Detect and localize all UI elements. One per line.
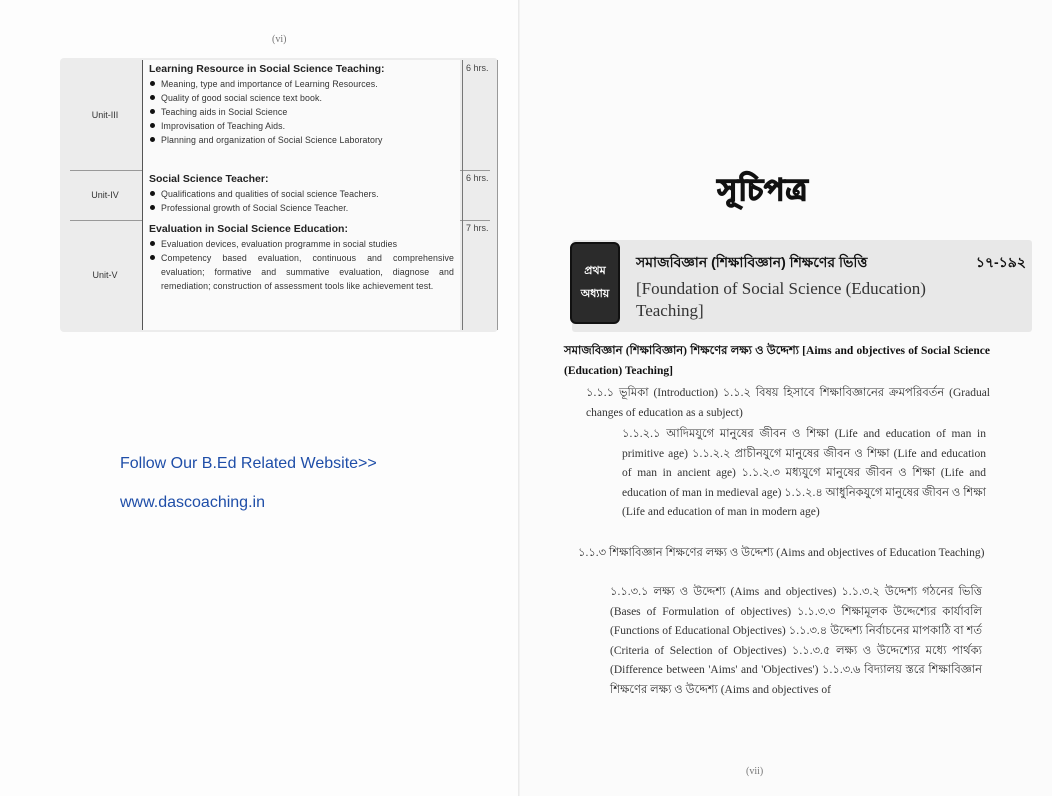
unit-label: Unit-III <box>91 110 119 120</box>
bullet-icon <box>150 109 155 114</box>
chapter-badge-line2: অধ্যায় <box>580 288 610 300</box>
chapter-pages: ১৭-১৯২ <box>975 254 1026 270</box>
follow-text: Follow Our B.Ed Related Website>> <box>120 455 377 472</box>
bullet-icon <box>150 205 155 210</box>
toc-entry-1-1-3: ১.১.৩ শিক্ষাবিজ্ঞান শিক্ষণের লক্ষ্য ও উদ্দেশ্য (Aims and objectives of Education Teaching) <box>578 547 985 559</box>
page-number-left: (vi) <box>272 34 287 45</box>
unit-label: Unit-V <box>92 270 118 280</box>
contents-title: সূচিপত্র <box>717 173 809 208</box>
bullet-icon <box>150 123 155 128</box>
list-item: Competency based evaluation, continuous and comprehensive evaluation; formative and summative evaluation, diagnose and remediation; construction of assessment tools like achievement test. <box>161 251 454 293</box>
toc-entry-1-1-3-1: ১.১.৩.১ লক্ষ্য ও উদ্দেশ্য (Aims and objectives) ১.১.৩.২ উদ্দেশ্য গঠনের ভিত্তি (Bases of Formulation of objectives) ১.১.৩.৩ শিক্ষামূলক উদ্দেশ্যের কার্যাবলি (Functions of Educational Objectives) ১.১.৩.৪ উদ্দেশ্য নির্বাচনের মাপকাঠি বা শর্ত (Criteria of Selection of Objectives) ১.১.৩.৫ লক্ষ্য ও উদ্দেশ্যের মধ্যে পার্থক্য (Difference between 'Aims' and 'Objectives') ১.১.৩.৬ বিদ্যালয় স্তরে শিক্ষাবিজ্ঞান শিক্ষণের লক্ষ্য ও উদ্দেশ্য (Aims and objectives of <box>610 586 982 696</box>
toc-entry-1-1: সমাজবিজ্ঞান (শিক্ষাবিজ্ঞান) শিক্ষণের লক্ষ্য ও উদ্দেশ্য [Aims and objectives of Social Science (Education) Teaching] <box>564 345 990 377</box>
list-item: Meaning, type and importance of Learning Resources. <box>161 77 454 91</box>
list-item: Planning and organization of Social Science Laboratory <box>161 133 454 147</box>
bullet-icon <box>150 255 155 260</box>
unit-title: Learning Resource in Social Science Teaching: <box>149 63 385 75</box>
chapter-title-bn: সমাজবিজ্ঞান (শিক্ষাবিজ্ঞান) শিক্ষণের ভিত্তি ১৭-১৯২ <box>636 251 1026 275</box>
website-link[interactable]: www.dascoaching.in <box>120 494 265 511</box>
bullet-icon <box>150 241 155 246</box>
table-row-unit-v <box>70 220 490 330</box>
bullet-icon <box>150 191 155 196</box>
unit-content <box>142 170 460 220</box>
bullet-list <box>149 187 454 215</box>
page-number-right: (vii) <box>746 766 764 777</box>
toc-entry-1-1-2: ১.১.২.১ আদিমযুগে মানুষের জীবন ও শিক্ষা (Life and education of man in primitive age) ১.১.২.২ প্রাচীনযুগে মানুষের জীবন ও শিক্ষা (Life and education of man in ancient age) ১.১.২.৩ মধ্যযুগে মানুষের জীবন ও শিক্ষা (Life and education of man in medieval age) ১.১.২.৪ আধুনিকযুগে মানুষের জীবন ও শিক্ষা (Life and education of man in modern age) <box>622 428 986 518</box>
chapter-badge <box>570 242 620 324</box>
bullet-list <box>149 237 454 293</box>
bullet-icon <box>150 81 155 86</box>
list-item: Teaching aids in Social Science <box>161 105 454 119</box>
left-page <box>0 0 520 796</box>
chapter-badge-line1: প্রথম <box>584 265 606 277</box>
bullet-icon <box>150 95 155 100</box>
hours-cell: 6 hrs. <box>462 60 498 170</box>
bullet-list <box>149 77 454 147</box>
list-item: Evaluation devices, evaluation programme in social studies <box>161 237 454 251</box>
list-item: Quality of good social science text book. <box>161 91 454 105</box>
syllabus-table <box>60 58 498 332</box>
table-row-unit-iii <box>70 60 490 171</box>
unit-title: Evaluation in Social Science Education: <box>149 223 348 235</box>
unit-label: Unit-IV <box>91 190 119 200</box>
toc-entry-1-1-1: ১.১.১ ভূমিকা (Introduction) ১.১.২ বিষয় হিসাবে শিক্ষাবিজ্ঞানের ক্রমপরিবর্তন (Gradual changes of education as a subject) <box>586 387 990 419</box>
hours-cell: 6 hrs. <box>462 170 498 220</box>
list-item: Professional growth of Social Science Teacher. <box>161 201 454 215</box>
chapter-title-en: [Foundation of Social Science (Education) Teaching] <box>636 279 926 320</box>
right-page <box>520 0 1052 796</box>
table-row-unit-iv <box>70 170 490 221</box>
list-item: Qualifications and qualities of social science Teachers. <box>161 187 454 201</box>
unit-title: Social Science Teacher: <box>149 173 269 185</box>
hours-cell: 7 hrs. <box>462 220 498 330</box>
list-item: Improvisation of Teaching Aids. <box>161 119 454 133</box>
bullet-icon <box>150 137 155 142</box>
unit-content <box>142 60 460 170</box>
unit-content <box>142 220 460 330</box>
